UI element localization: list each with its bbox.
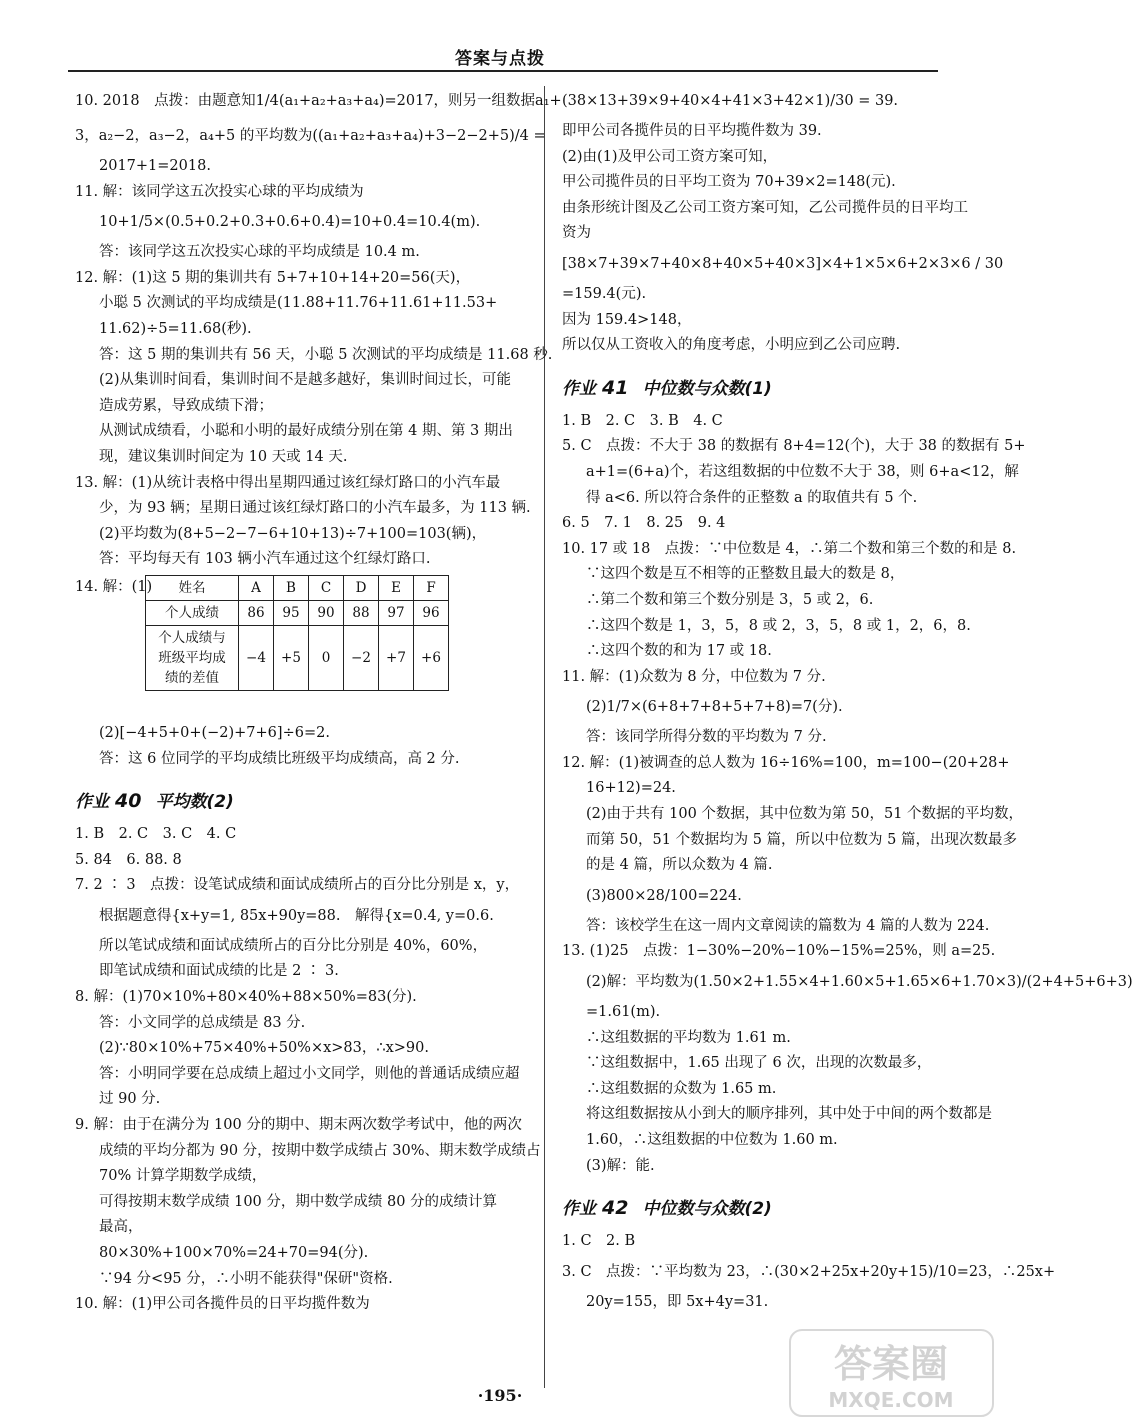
svg-text:MXQE.COM: MXQE.COM — [828, 1388, 954, 1412]
text-line: 可得按期末数学成绩 100 分，期中数学成绩 80 分的成绩计算 — [99, 1193, 498, 1210]
watermark-logo — [789, 1329, 994, 1417]
right-column — [562, 84, 1133, 1315]
text-line: 1.60，∴这组数据的中位数为 1.60 m. — [586, 1132, 838, 1148]
text-line: 由条形统计图及乙公司工资方案可知，乙公司揽件员的日平均工 — [562, 199, 968, 216]
text-line: 造成劳累，导致成绩下滑； — [99, 397, 273, 414]
section-title-41: 作业 41 中位数与众数(1) — [562, 376, 772, 399]
text-line: 小聪 5 次测试的平均成绩是(11.88+11.76+11.61+11.53+ — [99, 295, 498, 312]
table-cell: −2 — [344, 625, 379, 690]
left-answers-39 — [75, 84, 562, 573]
table-row-header — [146, 625, 239, 690]
text-line: 6. 5 7. 1 8. 25 9. 4 — [562, 515, 726, 532]
table-cell: +5 — [274, 625, 309, 690]
table-cell: +6 — [414, 625, 449, 690]
right-answers-42 — [562, 1229, 1056, 1315]
text-line: 70% 计算学期数学成绩， — [99, 1168, 267, 1185]
table-header-cell: E — [379, 575, 414, 600]
table-cell: 97 — [379, 600, 414, 625]
text-line: 13. 解：(1)从统计表格中得出星期四通过该红绿灯路口的小汽车最 — [75, 474, 501, 491]
text-line: (2)从集训时间看，集训时间不是越多越好，集训时间过长，可能 — [99, 372, 512, 389]
text-line: 1. B 2. C 3. C 4. C — [75, 826, 237, 843]
text-line: ∴这四个数是 1，3，5，8 或 2，3，5，8 或 1，2，6，8. — [586, 617, 971, 634]
table-cell: 86 — [239, 600, 274, 625]
table-header-cell: 姓名 — [146, 575, 239, 600]
text-line: =159.4(元). — [562, 285, 647, 302]
text-line: (2)平均数为(8+5−2−7−6+10+13)÷7+100=103(辆)， — [99, 525, 487, 542]
text-line: 因为 159.4>148， — [562, 311, 692, 328]
text-line: 9. 解：由于在满分为 100 分的期中、期末两次数学考试中，他的两次 — [75, 1117, 522, 1134]
text-line: ∴这组数据的众数为 1.65 m. — [586, 1080, 777, 1097]
left-column — [75, 84, 562, 1318]
table-cell: −4 — [239, 625, 274, 690]
text-line: 所以笔试成绩和面试成绩所占的百分比分别是 40%，60%， — [99, 937, 488, 954]
text-line: ∴第二个数和第三个数分别是 3，5 或 2，6. — [586, 591, 874, 608]
text-line: 20y=155，即 5x+4y=31. — [586, 1293, 769, 1310]
text-line: 而第 50，51 个数据均为 5 篇，所以中位数为 5 篇，出现次数最多 — [586, 831, 1018, 848]
q14-label: 14. 解：(1) 姓名 A B C D E F 个人成绩 86 95 90 88 97 96 个人成绩与 班级平均成 绩的差值 −4 +5 0 −2 +7 +6 — [75, 575, 527, 721]
text-line: 8. 解：(1)70×10%+80×40%+88×50%=83(分). — [75, 989, 417, 1006]
text-line: 即甲公司各揽件员的日平均揽件数为 39. — [562, 123, 822, 139]
text-line: (2)∵80×10%+75×40%+50%×x>83，∴x>90. — [99, 1040, 429, 1057]
text-line: 答：这 5 期的集训共有 56 天，小聪 5 次测试的平均成绩是 11.68 秒. — [99, 346, 553, 363]
text-line: 10. 17 或 18 点拨：∵中位数是 4，∴第二个数和第三个数的和是 8. — [562, 540, 1017, 557]
text-line: 答：小明同学要在总成绩上超过小文同学，则他的普通话成绩应超 — [99, 1065, 520, 1082]
text-line: 所以仅从工资收入的角度考虑，小明应到乙公司应聘. — [562, 337, 901, 354]
text-line: 10+1/5×(0.5+0.2+0.3+0.6+0.4)=10+0.4=10.4(m). — [99, 214, 481, 231]
row-header-line: 班级平均成 — [158, 649, 226, 666]
table-cell: 88 — [344, 600, 379, 625]
text-line: 80×30%+100×70%=24+70=94(分). — [99, 1245, 369, 1261]
text-line: ∴这四个数的和为 17 或 18. — [586, 643, 772, 660]
text-line: 答：该同学这五次投实心球的平均成绩是 10.4 m. — [99, 244, 420, 261]
table-header-cell: D — [344, 575, 379, 600]
text-line: 资为 — [562, 225, 591, 242]
table-cell: 90 — [309, 600, 344, 625]
text-line: (2)由(1)及甲公司工资方案可知， — [562, 148, 778, 165]
text-line: (3)解：能. — [586, 1157, 655, 1174]
text-line: 16+12)=24. — [586, 780, 676, 797]
text-line: 答：这 6 位同学的平均成绩比班级平均成绩高，高 2 分. — [99, 750, 460, 767]
text-line: [38×7+39×7+40×8+40×5+40×3]×4+1×5×6+2×3×6 / 30 — [562, 255, 1004, 272]
right-answers-40-cont — [562, 84, 1004, 359]
text-line: 即笔试成绩和面试成绩的比是 2 ∶ 3. — [99, 963, 339, 980]
text-line: (3)800×28/100=224. — [586, 887, 742, 904]
table-header-row — [146, 575, 449, 600]
text-line: (38×13+39×9+40×4+41×3+42×1)/30 = 39. — [562, 93, 899, 109]
table-row-score — [146, 600, 449, 625]
header-rule — [68, 70, 938, 72]
text-line: ∵这组数据中，1.65 出现了 6 次，出现的次数最多， — [586, 1055, 932, 1072]
table-cell: 95 — [274, 600, 309, 625]
text-line: 的是 4 篇，所以众数为 4 篇. — [586, 857, 773, 874]
grades-table — [145, 575, 449, 691]
text-line: ∴这组数据的平均数为 1.61 m. — [586, 1029, 791, 1046]
text-line: 少，为 93 辆；星期日通过该红绿灯路口的小汽车最多，为 113 辆. — [99, 500, 531, 517]
text-line: 1. B 2. C 3. B 4. C — [562, 412, 723, 429]
text-line: 答：该同学所得分数的平均数为 7 分. — [586, 729, 827, 746]
table-cell: 个人成绩 — [146, 600, 239, 625]
text-line: 答：该校学生在这一周内文章阅读的篇数为 4 篇的人数为 224. — [586, 917, 990, 934]
text-line: (2)[−4+5+0+(−2)+7+6]÷6=2. — [99, 724, 330, 741]
svg-text:答案圈: 答案圈 — [833, 1342, 949, 1386]
text-line: 12. 解：(1)这 5 期的集训共有 5+7+10+14+20=56(天)， — [75, 269, 471, 286]
table-cell: +7 — [379, 625, 414, 690]
text-line: 2017+1=2018. — [99, 158, 211, 174]
text-line: =1.61(m). — [586, 1004, 661, 1021]
text-line: a+1=(6+a)个，若这组数据的中位数不大于 38，则 6+a<12，解 — [586, 463, 1019, 480]
text-line: 11. 解：该同学这五次投实心球的平均成绩为 — [75, 183, 364, 200]
text-line: 1. C 2. B — [562, 1233, 636, 1250]
text-line: (2)1/7×(6+8+7+8+5+7+8)=7(分). — [586, 699, 843, 716]
table-header-cell: F — [414, 575, 449, 600]
running-header-title: 答案与点拨 — [455, 49, 545, 69]
text-line: 得 a<6. 所以符合条件的正整数 a 的取值共有 5 个. — [586, 489, 918, 506]
text-line: 成绩的平均分都为 90 分，按期中数学成绩占 30%、期末数学成绩占 — [99, 1142, 541, 1159]
text-line: 答：小文同学的总成绩是 83 分. — [99, 1014, 306, 1031]
text-line: 将这组数据按从小到大的顺序排列，其中处于中间的两个数都是 — [586, 1106, 992, 1123]
text-line: 最高， — [99, 1219, 143, 1236]
section-title-40: 作业 40 平均数(2) — [75, 790, 234, 813]
left-answers-14-2 — [75, 721, 527, 772]
text-line: 3. C 点拨：∵平均数为 23，∴(30×2+25x+20y+15)/10=23，∴25x+ — [562, 1263, 1056, 1280]
text-line: 过 90 分. — [99, 1091, 161, 1108]
text-line: 11.62)÷5=11.68(秒). — [99, 320, 252, 337]
page-number: ·195· — [477, 1386, 523, 1405]
text-line: 甲公司揽件员的日平均工资为 70+39×2=148(元). — [562, 174, 896, 191]
table-header-cell: A — [239, 575, 274, 600]
table-cell: 0 — [309, 625, 344, 690]
text-line: 现，建议集训时间定为 10 天或 14 天. — [99, 448, 348, 465]
text-line: 10. 2018 点拨：由题意知1/4(a₁+a₂+a₃+a₄)=2017，则另一组数据a₁+ — [75, 93, 562, 109]
text-line: 5. 84 6. 88. 8 — [75, 851, 182, 868]
section-title-42: 作业 42 中位数与众数(2) — [562, 1197, 772, 1220]
column-divider — [544, 86, 545, 1388]
table-header-cell: C — [309, 575, 344, 600]
row-header-line: 绩的差值 — [165, 669, 219, 686]
text-line: (2)由于共有 100 个数据，其中位数为第 50，51 个数据的平均数， — [586, 806, 1024, 823]
text-line: 从测试成绩看，小聪和小明的最好成绩分别在第 4 期、第 3 期出 — [99, 423, 513, 440]
table-header-cell: B — [274, 575, 309, 600]
text-line: 7. 2 ∶ 3 点拨：设笔试成绩和面试成绩所占的百分比分别是 x，y， — [75, 877, 520, 894]
row-header-line: 个人成绩与 — [158, 629, 226, 646]
text-line: ∵94 分<95 分，∴小明不能获得"保研"资格. — [99, 1270, 393, 1287]
right-answers-41 — [562, 409, 1133, 1179]
text-line: ∵这四个数是互不相等的正整数且最大的数是 8， — [586, 566, 905, 583]
text-line: 根据题意得{x+y=1, 85x+90y=88. 解得{x=0.4, y=0.6. — [99, 907, 494, 924]
text-line: 答：平均每天有 103 辆小汽车通过这个红绿灯路口. — [99, 551, 431, 568]
text-line: 13. (1)25 点拨：1−30%−20%−10%−15%=25%，则 a=25. — [562, 943, 996, 960]
text-line: 11. 解：(1)众数为 8 分，中位数为 7 分. — [562, 668, 826, 685]
text-line: 3，a₂−2，a₃−2，a₄+5 的平均数为((a₁+a₂+a₃+a₄)+3−2−2+5)/4 = — [75, 128, 546, 144]
table-row-diff — [146, 625, 449, 690]
text-line: (2)解：平均数为(1.50×2+1.55×4+1.60×5+1.65×6+1.70×3)/(2+4+5+6+3) — [586, 974, 1133, 991]
text-line: 5. C 点拨：不大于 38 的数据有 8+4=12(个)，大于 38 的数据有 5+ — [562, 438, 1026, 455]
text-line: 12. 解：(1)被调查的总人数为 16÷16%=100，m=100−(20+28+ — [562, 754, 1010, 771]
text-line: 10. 解：(1)甲公司各揽件员的日平均揽件数为 — [75, 1296, 370, 1313]
table-cell: 96 — [414, 600, 449, 625]
left-answers-40 — [75, 822, 541, 1318]
